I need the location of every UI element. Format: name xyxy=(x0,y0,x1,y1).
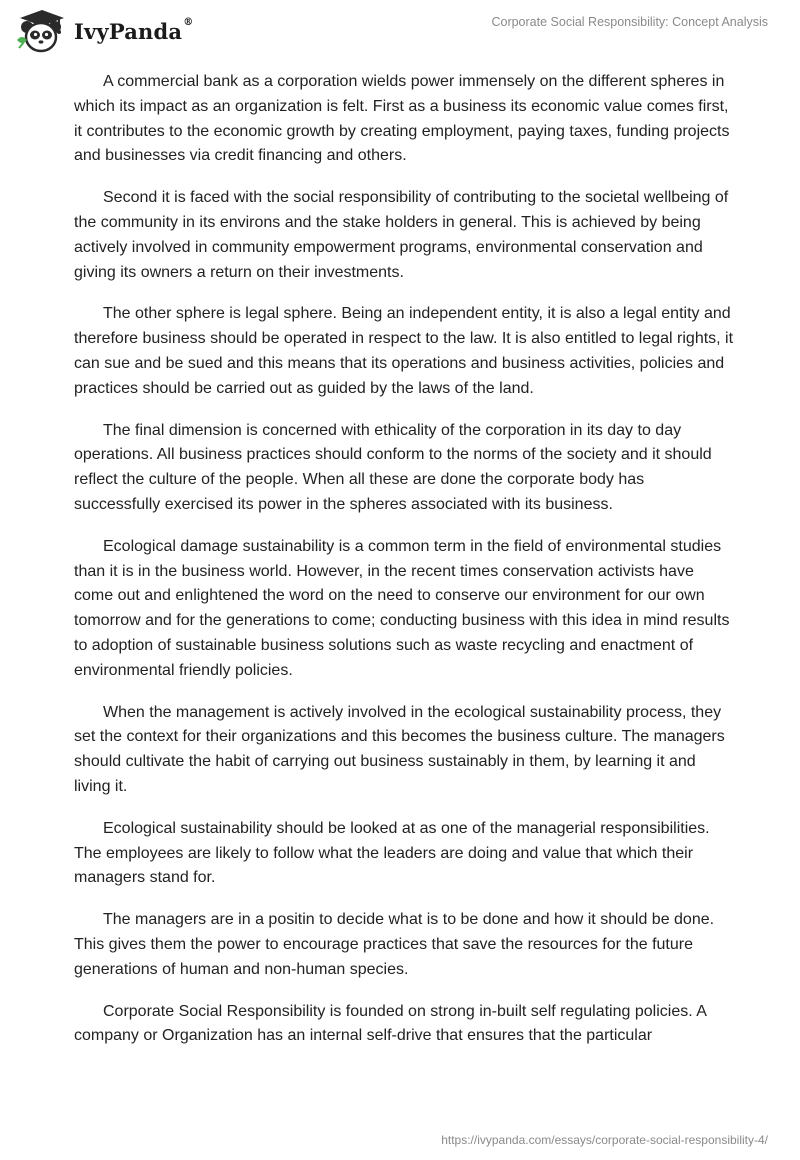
document-title: Corporate Social Responsibility: Concept Analysis xyxy=(491,15,768,29)
paragraph-1: A commercial bank as a corporation wields power immensely on the different spheres in which its impact as an organization is felt. First as a business its economic value comes first, it contributes to the economic growth by creating employment, paying taxes, funding projects and businesses via credit financing and others. xyxy=(74,73,730,165)
paragraph-7: Ecological sustainability should be looked at as one of the managerial responsibilities. The employees are likely to follow what the leaders are doing and value that which their managers stand for. xyxy=(74,819,710,887)
brand-name: IvyPanda® xyxy=(74,16,194,44)
brand-logo[interactable] xyxy=(14,8,193,54)
page-header xyxy=(0,0,800,66)
paragraph-5: Ecological damage sustainability is a common term in the field of environmental studies than it is in the business world. However, in the recent times conservation activists have come out and enlightened the word on the need to conserve our environment for our own tomorrow and for the generations to come; conducting business with this idea in mind results to adoption of sustainable business solutions such as waste recycling and enactment of environmental friendly policies. xyxy=(74,537,730,679)
panda-graduate-icon xyxy=(14,8,70,54)
paragraph-3: The other sphere is legal sphere. Being an independent entity, it is also a legal entity and therefore business should be operated in respect to the law. It is also entitled to legal rights, it can sue and be sued and this means that its operations and business activities, policies and practices should be carried out as guided by the laws of the land. xyxy=(74,305,734,397)
paragraph-6: When the management is actively involved in the ecological sustainability process, they set the context for their organizations and this becomes the business culture. The managers should cultivate the habit of carrying out business sustainably in them, by learning it and living it. xyxy=(74,703,725,795)
paragraph-8: The managers are in a positin to decide what is to be done and how it should be done. This gives them the power to encourage practices that save the resources for the future generations of human and non-human species. xyxy=(74,911,715,978)
registered-mark: ® xyxy=(183,16,194,28)
essay-body xyxy=(74,70,734,1066)
paragraph-4: The final dimension is concerned with ethicality of the corporation in its day to day operations. All business practices should conform to the norms of the society and it should reflect the culture of the people. When all these are done the corporate body has successfully exercised its power in the spheres associated with its business. xyxy=(74,421,712,513)
source-url-link[interactable]: https://ivypanda.com/essays/corporate-social-responsibility-4/ xyxy=(441,1133,768,1147)
paragraph-9: Corporate Social Responsibility is founded on strong in-built self regulating policies. A company or Organization has an internal self-drive that ensures that the particular xyxy=(74,1002,707,1045)
paragraph-2: Second it is faced with the social responsibility of contributing to the societal wellbeing of the community in its environs and the stake holders in general. This is achieved by being actively involved in community empowerment programs, environmental conservation and giving its owners a return on their investments. xyxy=(74,189,729,281)
